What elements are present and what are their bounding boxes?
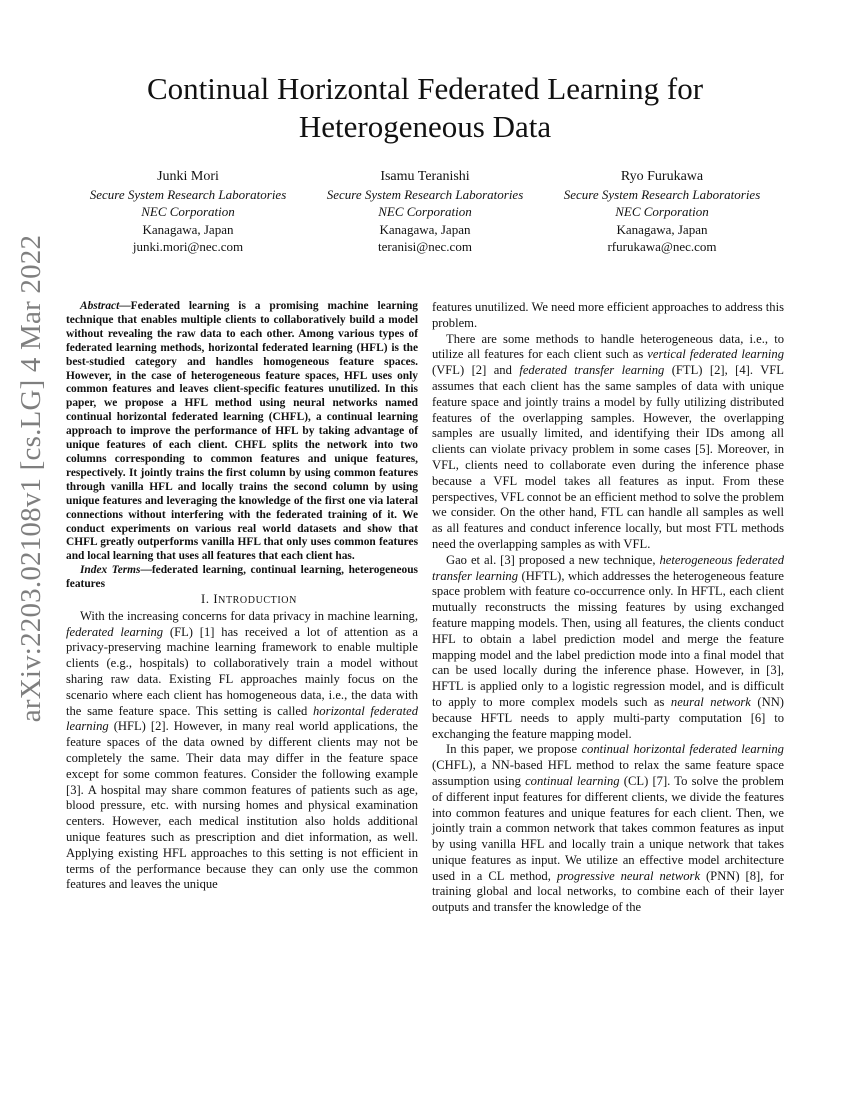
author-email: teranisi@nec.com	[378, 239, 472, 254]
author-affiliation: Secure System Research Laboratories	[326, 186, 524, 202]
author-name: Ryo Furukawa	[620, 169, 704, 184]
author-organization: NEC Corporation	[378, 204, 472, 219]
author-organization: NEC Corporation	[615, 204, 709, 219]
intro-paragraph-1-continued: features unutilized. We need more efficient approaches to address this problem.	[432, 300, 784, 330]
index-terms	[66, 564, 418, 592]
author-affiliation: Secure System Research Laboratories	[89, 186, 287, 202]
index-terms-text: —federated learning, continual learning, heterogeneous features	[66, 564, 418, 591]
intro-paragraph-1: With the increasing concerns for data privacy in machine learning, federated learning (FL) [1] has received a lot of attention as a privacy-preserving machine learning framework to enable multiple clients (e.g., hospitals) to collaboratively train a model without sharing raw data. Existing FL approaches mainly focus on the scenario where each client has homogeneous data, i.e., the data with the same feature space. This setting is called horizontal federated learning (HFL) [2]. However, in many real world applications, the feature spaces of the data owned by different clients may not be completely the same. Their data may differ in the feature space except for some common features. Consider the following example [3]. A hospital may share common features of patients such as age, blood pressure, etc. with nursing homes and physical examination centers. However, each medical institution also holds additional unique features such as prescription and diet information, as well. Applying existing HFL approaches to this setting is not efficient in terms of the performance because they can only use the common features and leaves the unique	[66, 608, 418, 892]
section-heading-introduction: I. INTRODUCTION	[201, 592, 297, 607]
index-terms-label: Index Terms	[80, 564, 141, 577]
author-3	[546, 168, 778, 256]
abstract	[66, 300, 418, 564]
author-email: rfurukawa@nec.com	[607, 239, 717, 254]
arxiv-identifier: arXiv:2203.02108v1 [cs.LG] 4 Mar 2022	[15, 234, 48, 722]
left-column	[66, 300, 418, 893]
author-block	[72, 168, 778, 256]
author-organization: NEC Corporation	[141, 204, 235, 219]
abstract-label: Abstract	[80, 300, 120, 312]
intro-paragraph-4: In this paper, we propose continual horizontal federated learning (CHFL), a NN-based HFL method to relax the same feature space assumption using continual learning (CL) [7]. To solve the problem of different input features for different clients, we divide the features into common features and unique features for each client. Then, we jointly train a common network that takes common features as input by using vanilla HFL and locally train a unique network that takes unique features as input. We utilize an effective model architecture used in a CL method, progressive neural network (PNN) [8], for training global and local networks, to combine each of their layer outputs and transfer the knowledge of the	[432, 742, 785, 915]
author-email: junki.mori@nec.com	[132, 239, 244, 254]
title-line-1: Continual Horizontal Federated Learning for	[146, 71, 704, 106]
author-location: Kanagawa, Japan	[379, 221, 471, 237]
paper-title	[60, 70, 790, 146]
intro-paragraph-3: Gao et al. [3] proposed a new technique, heterogeneous federated transfer learning (HFTL), which addresses the heterogeneous feature space problem with feature co-occurrence only. In HFTL, each client mutually reconstructs the missing features by using exchanged feature mapping models. Then, using all features, the clients conduct HFL to obtain a label prediction model and merge the feature mapping model and the label prediction mode into a final model that can be used locally during the inference phase. However, in [3], HFTL is applied only to a logistic regression model, and is difficult to apply to more complex models such as neural network (NN) because HFTL needs to apply multi-party computation [6] to exchanging the feature mapping model.	[432, 552, 784, 741]
title-line-2: Heterogeneous Data	[298, 109, 552, 144]
abstract-text: —Federated learning is a promising machine learning technique that enables multiple clients to collaboratively build a model without revealing the raw data to each other. Among various types of federated learning methods, horizontal federated learning (HFL) is the best-studied category and handles homogeneous feature spaces. However, in the case of heterogeneous feature spaces, HFL uses only common features and leaves client-specific features unutilized. In this paper, we propose a HFL method using neural networks named continual horizontal federated learning (CHFL), a continual learning approach to improve the performance of HFL by taking advantage of unique features of each client. CHFL splits the network into two columns corresponding to common features and unique features, respectively. It jointly trains the first column by using common features through vanilla HFL and locally trains the second column by using unique features and leveraging the knowledge of the first one via lateral connections without interfering with the federated training of it. We conduct experiments on various real world datasets and show that CHFL greatly outperforms vanilla HFL that only uses common features and local learning that uses all features that each client has.	[66, 300, 418, 563]
author-name: Junki Mori	[157, 169, 219, 184]
author-location: Kanagawa, Japan	[616, 221, 708, 237]
right-column	[432, 300, 784, 916]
author-name: Isamu Teranishi	[380, 169, 470, 184]
author-2	[309, 168, 541, 256]
arxiv-sidebar-stamp	[2, 234, 62, 722]
intro-paragraph-2: There are some methods to handle heterogeneous data, i.e., to utilize all features for each client such as vertical federated learning (VFL) [2] and federated transfer learning (FTL) [2], [4]. VFL assumes that each client has the same samples of data with unique feature space and jointly trains a model by fully utilizing distributed features of the overlapping samples. However, the overlapping samples are usually limited, and identifying their IDs among all clients can violate privacy problem in some cases [5]. Moreover, in VFL, clients need to collaborate even during the inference phase because a VFL model takes all features as input. From these perspectives, VFL connot be an efficient method to solve the problem we consider. On the other hand, FTL can handle all samples as well as all features and conduct inference locally, but most FTL methods need the overlapping samples as with VFL.	[432, 331, 784, 551]
author-location: Kanagawa, Japan	[142, 221, 234, 237]
author-affiliation: Secure System Research Laboratories	[563, 186, 761, 202]
author-1	[72, 168, 304, 256]
